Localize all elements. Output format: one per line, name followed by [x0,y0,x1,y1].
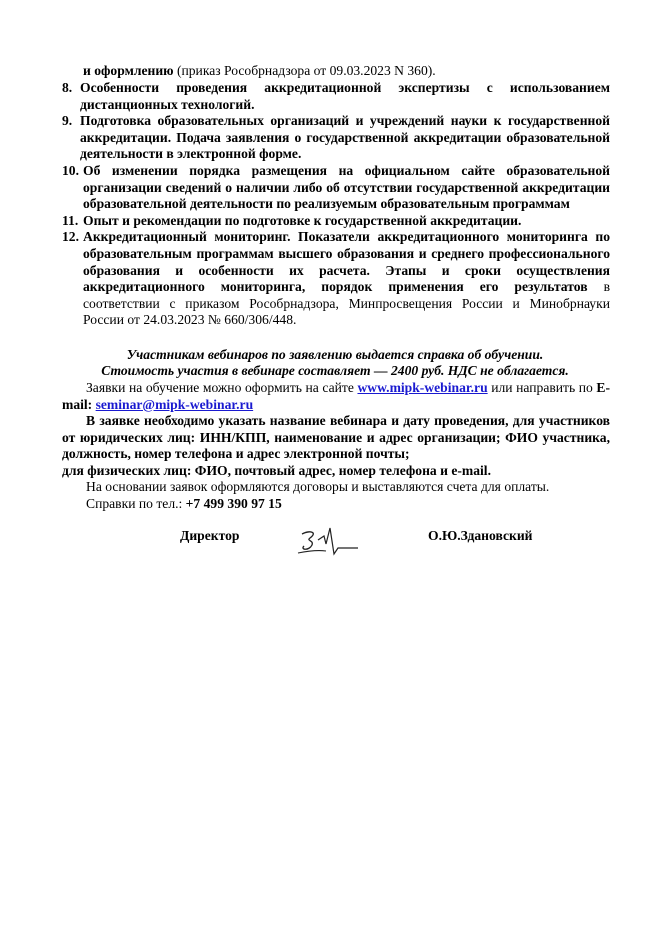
handwritten-signature [296,526,368,562]
contracts-note: На основании заявок оформляются договоры и выставляются счета для оплаты. [86,479,550,494]
signatory-role: Директор [180,528,240,543]
list-item-number: 11. [62,212,79,228]
requirements-individuals: для физических лиц: ФИО, почтовый адрес, номер телефона и e-mail. [62,463,491,478]
phone-line [62,496,610,513]
list-item [62,113,610,163]
list-item [62,229,610,329]
phone-label: Справки по тел.: [86,496,186,511]
list-item-text: Подготовка образовательных организаций и учреждений науки к государственной аккредитации. Подача заявления о государственной аккредитации образовательной деятельности в электронной форме. [80,113,610,162]
list-item [62,80,610,113]
phone-number: +7 499 390 97 15 [185,496,282,511]
signature-block [0,526,660,566]
list-item-text: Аккредитационный мониторинг. Показатели аккредитационного мониторинга по образовательным программам высшего образования и среднего профессионального образования и особенности их расчета. Этапы и сроки осуществления аккредитационного мониторинга, порядок применения его результатов [83,229,610,295]
list-item-number: 9. [62,113,73,129]
intro-line [83,63,603,80]
requirements-paragraph: В заявке необходимо указать название вебинара и дату проведения, для участников от юридических лиц: ИНН/КПП, наименование и адрес организации; ФИО участника, должность, номер телефона и адрес электронной почты; [62,413,610,462]
email-link[interactable]: seminar@mipk-webinar.ru [95,396,254,412]
list-item [62,163,610,213]
signatory-name: О.Ю.Здановский [428,528,533,543]
site-link[interactable]: www.mipk-webinar.ru [357,380,488,395]
list-item-text: Особенности проведения аккредитационной экспертизы с использованием дистанционных технологий. [80,80,610,112]
email-label: E-mail: [62,380,610,412]
list-item-number: 10. [62,162,79,178]
certificate-note: Участникам вебинаров по заявлению выдается справка об обучении. [126,347,544,362]
list-item-text: Опыт и рекомендации по подготовке к государственной аккредитации. [83,212,522,228]
apply-text-before: Заявки на обучение можно оформить на сайте [86,380,358,395]
list-item [62,213,610,230]
topics-list [62,80,610,329]
list-item-text: Об изменении порядка размещения на официальном сайте образовательной организации сведений о наличии либо об отсутствии государственной аккредитации образовательной деятельности по реализуемым образовательным программам [83,162,610,212]
price-note: Стоимость участия в вебинаре составляет — 2400 руб. НДС не облагается. [101,363,569,378]
apply-paragraph [62,380,610,413]
apply-text-after: или направить по [487,380,597,395]
intro-line-bold: и оформлению [83,63,174,78]
intro-line-normal: (приказ Рособрнадзора от 09.03.2023 N 360). [173,63,436,78]
list-item-number: 8. [62,80,73,95]
list-item-number: 12. [62,229,79,245]
list-item-text-normal: в соответствии с приказом Рособрнадзора, Минпросвещения России и Минобрнауки России от 24.03.2023 № 660/306/448. [83,279,610,328]
